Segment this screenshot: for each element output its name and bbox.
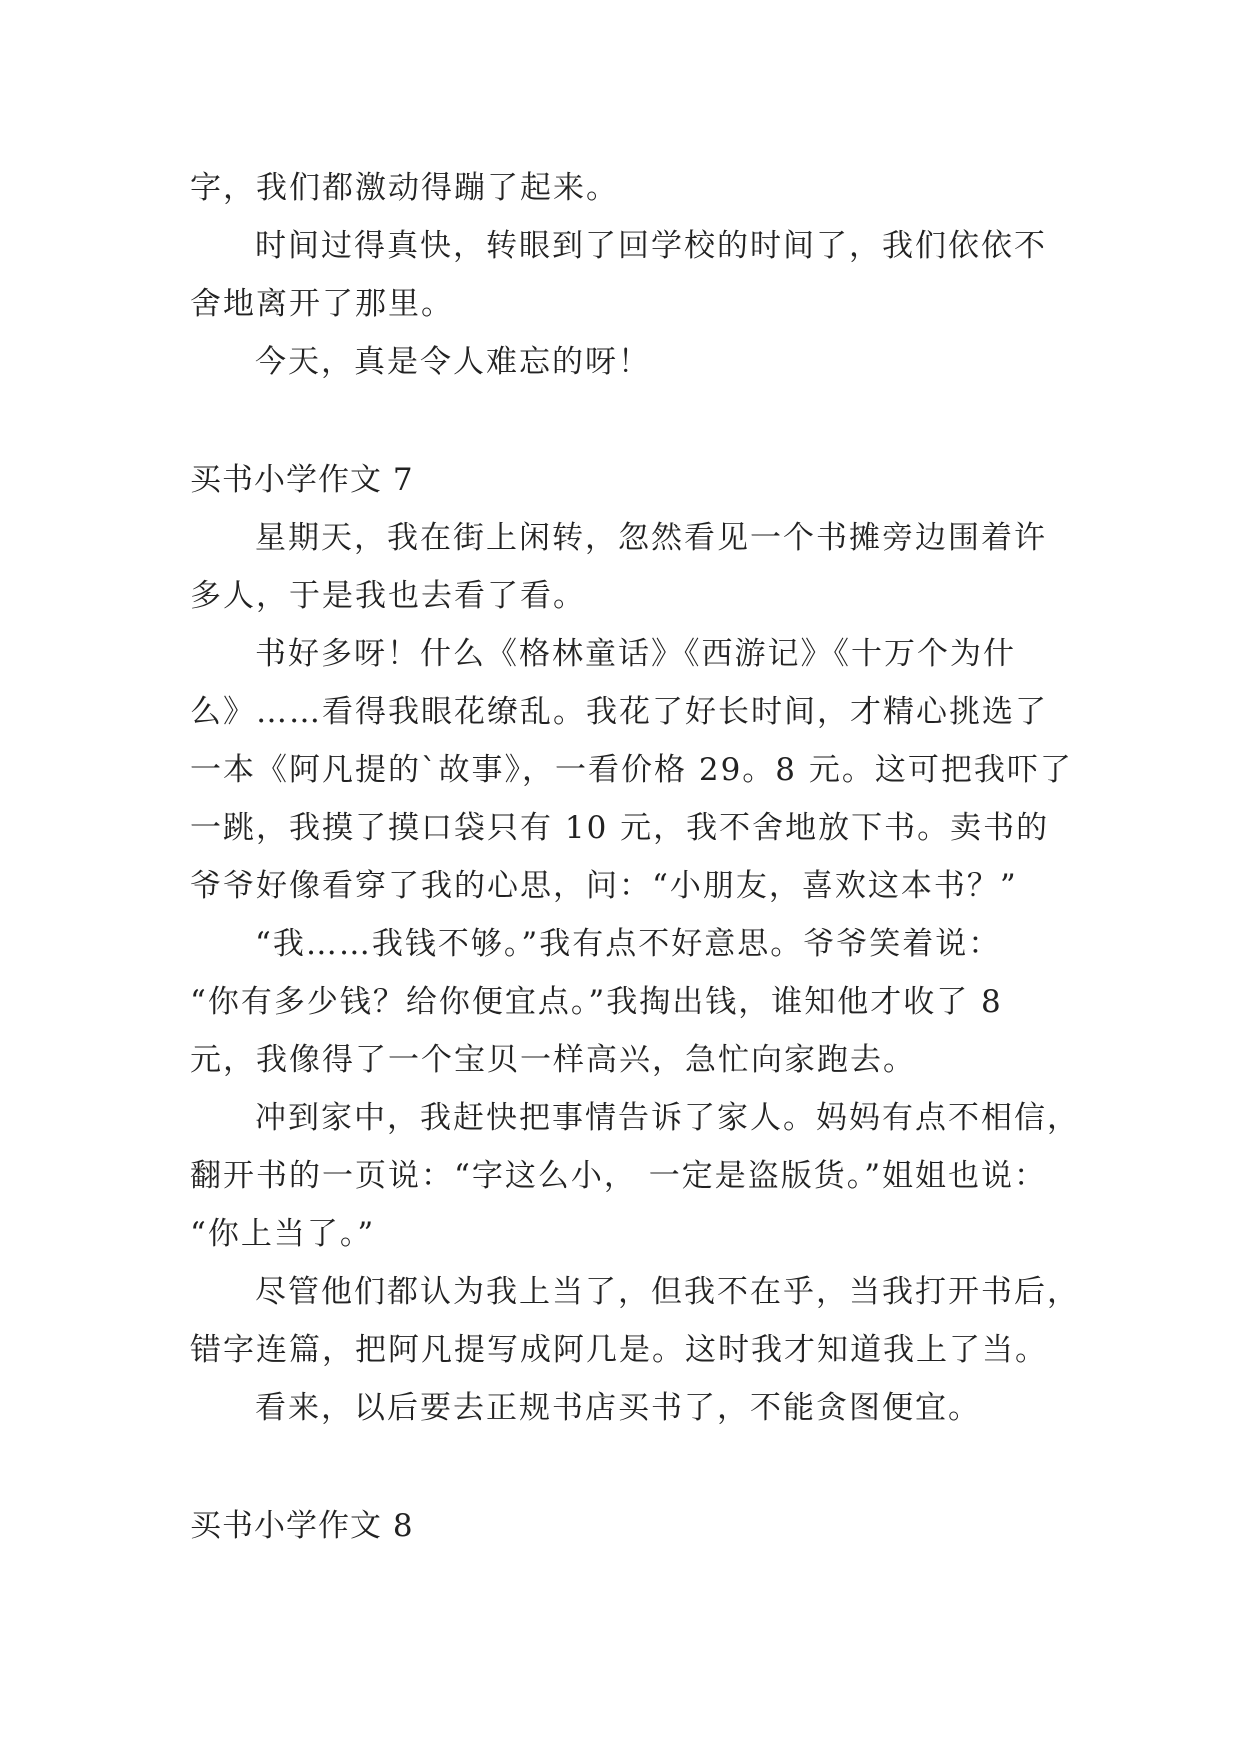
text-line-8: 书好多呀！什么《格林童话》《西游记》《十万个为什 xyxy=(255,636,1016,672)
text-line-11: 一跳，我摸了摸口袋只有 10 元，我不舍地放下书。卖书的 xyxy=(190,810,1050,846)
text-line-15: 元，我像得了一个宝贝一样高兴，急忙向家跑去。 xyxy=(190,1042,916,1078)
text-line-2: 时间过得真快，转眼到了回学校的时间了，我们依依不 xyxy=(255,228,1047,264)
text-line-1: 字，我们都激动得蹦了起来。 xyxy=(190,170,619,206)
text-line-6: 星期天，我在街上闲转，忽然看见一个书摊旁边围着许 xyxy=(255,520,1047,556)
section-heading-8: 买书小学作文 8 xyxy=(190,1508,414,1544)
text-line-14: “你有多少钱？给你便宜点。”我掏出钱，谁知他才收了 8 xyxy=(190,984,1003,1020)
text-line-18: “你上当了。” xyxy=(190,1216,376,1252)
text-line-10: 一本《阿凡提的`故事》，一看价格 29。8 元。这可把我吓了 xyxy=(190,752,1073,788)
text-line-3: 舍地离开了那里。 xyxy=(190,286,454,322)
text-line-20: 错字连篇，把阿凡提写成阿几是。这时我才知道我上了当。 xyxy=(190,1332,1048,1368)
text-line-13: “我……我钱不够。”我有点不好意思。爷爷笑着说： xyxy=(255,926,1002,962)
text-line-9: 么》……看得我眼花缭乱。我花了好长时间，才精心挑选了 xyxy=(190,694,1048,730)
text-line-19: 尽管他们都认为我上当了，但我不在乎，当我打开书后， xyxy=(255,1274,1080,1310)
text-line-7: 多人，于是我也去看了看。 xyxy=(190,578,586,614)
text-line-17: 翻开书的一页说：“字这么小， 一定是盗版货。”姐姐也说： xyxy=(190,1158,1048,1194)
text-line-21: 看来，以后要去正规书店买书了，不能贪图便宜。 xyxy=(255,1390,981,1426)
text-line-12: 爷爷好像看穿了我的心思，问：“小朋友，喜欢这本书？” xyxy=(190,868,1018,904)
section-heading-7: 买书小学作文 7 xyxy=(190,462,414,498)
text-line-16: 冲到家中，我赶快把事情告诉了家人。妈妈有点不相信， xyxy=(255,1100,1080,1136)
text-line-4: 今天，真是令人难忘的呀！ xyxy=(255,344,651,380)
